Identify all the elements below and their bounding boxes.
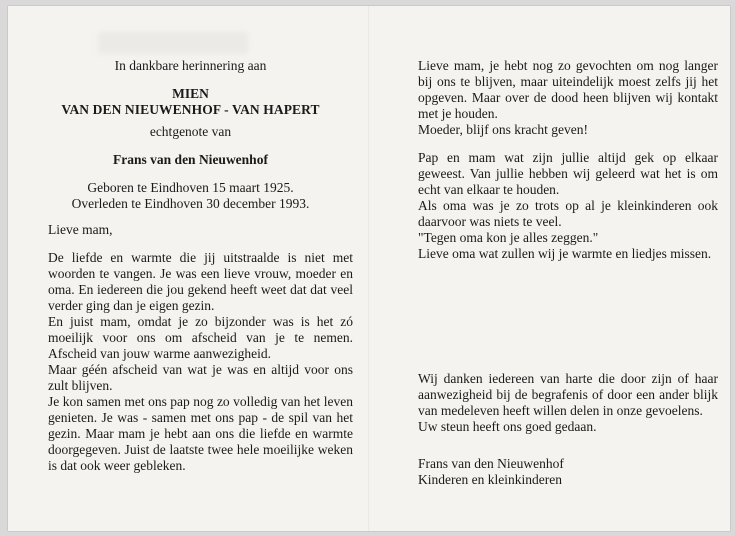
right-paragraph-2b: Als oma was je zo trots op al je kleinkinderen ook daarvoor was niets te veel. <box>418 198 718 229</box>
right-paragraph-1-end: Moeder, blijf ons kracht geven! <box>418 122 589 137</box>
intro-text: In dankbare herinnering aan <box>114 58 267 73</box>
right-paragraph-1: Lieve mam, je hebt nog zo gevochten om nog langer bij ons te blijven, maar uiteindelijk moest zelfs jij het opgeven. Maar over de dood heen blijven wij kontakt met je houden. <box>418 58 718 121</box>
signature-line-2: Kinderen en kleinkinderen <box>418 472 562 487</box>
thanks-text: Wij danken iedereen van harte die door zijn of haar aanwezigheid bij de begrafenis of door een ander blijk van medeleven heeft willen delen in onze gevoelens. <box>418 371 718 418</box>
paper-smudge <box>98 32 248 54</box>
right-page <box>418 58 718 262</box>
salutation: Lieve mam, <box>48 222 113 237</box>
spouse-intro: echtgenote van <box>149 124 232 139</box>
spouse-name: Frans van den Nieuwenhof <box>113 152 268 167</box>
deceased-first-name: MIEN <box>172 86 209 101</box>
deceased-full-name: VAN DEN NIEUWENHOF - VAN HAPERT <box>61 102 320 117</box>
right-paragraph-2-end: Lieve oma wat zullen wij je warmte en liedjes missen. <box>418 246 712 261</box>
born-line: Geboren te Eindhoven 15 maart 1925. <box>87 180 294 195</box>
signature-line-1: Frans van den Nieuwenhof <box>418 456 564 471</box>
quote: "Tegen oma kon je alles zeggen." <box>418 230 599 245</box>
signature <box>418 456 718 488</box>
left-page <box>48 58 353 474</box>
memorial-card <box>8 6 730 531</box>
thanks-section <box>418 371 718 435</box>
paragraph-2: En juist mam, omdat je zo bijzonder was is het zó moeilijk voor ons om afscheid van je te nemen. Afscheid van jouw warme aanwezigheid. <box>48 314 353 361</box>
card-fold <box>368 6 370 531</box>
paragraph-3: Maar géén afscheid van wat je was en altijd voor ons zult blijven. <box>48 362 353 393</box>
paragraph-1: De liefde en warmte die jij uitstraalde is niet met woorden te vangen. Je was een lieve vrouw, moeder en oma. En iedereen die jou gekend heeft weet dat dat veel verder ging dan je eigen gezin. <box>48 250 353 313</box>
thanks-end: Uw steun heeft ons goed gedaan. <box>418 419 597 434</box>
right-paragraph-2: Pap en mam wat zijn jullie altijd gek op elkaar geweest. Van jullie hebben wij geleerd wat het is om echt van elkaar te houden. <box>418 150 718 197</box>
paragraph-4: Je kon samen met ons pap nog zo volledig van het leven genieten. Je was - samen met ons pap - de spil van het gezin. Maar mam je hebt aan ons die liefde en warmte doorgegeven. Juist de laatste twee hele moeilijke weken is dat ook weer gebleken. <box>48 394 353 473</box>
died-line: Overleden te Eindhoven 30 december 1993. <box>71 196 310 211</box>
